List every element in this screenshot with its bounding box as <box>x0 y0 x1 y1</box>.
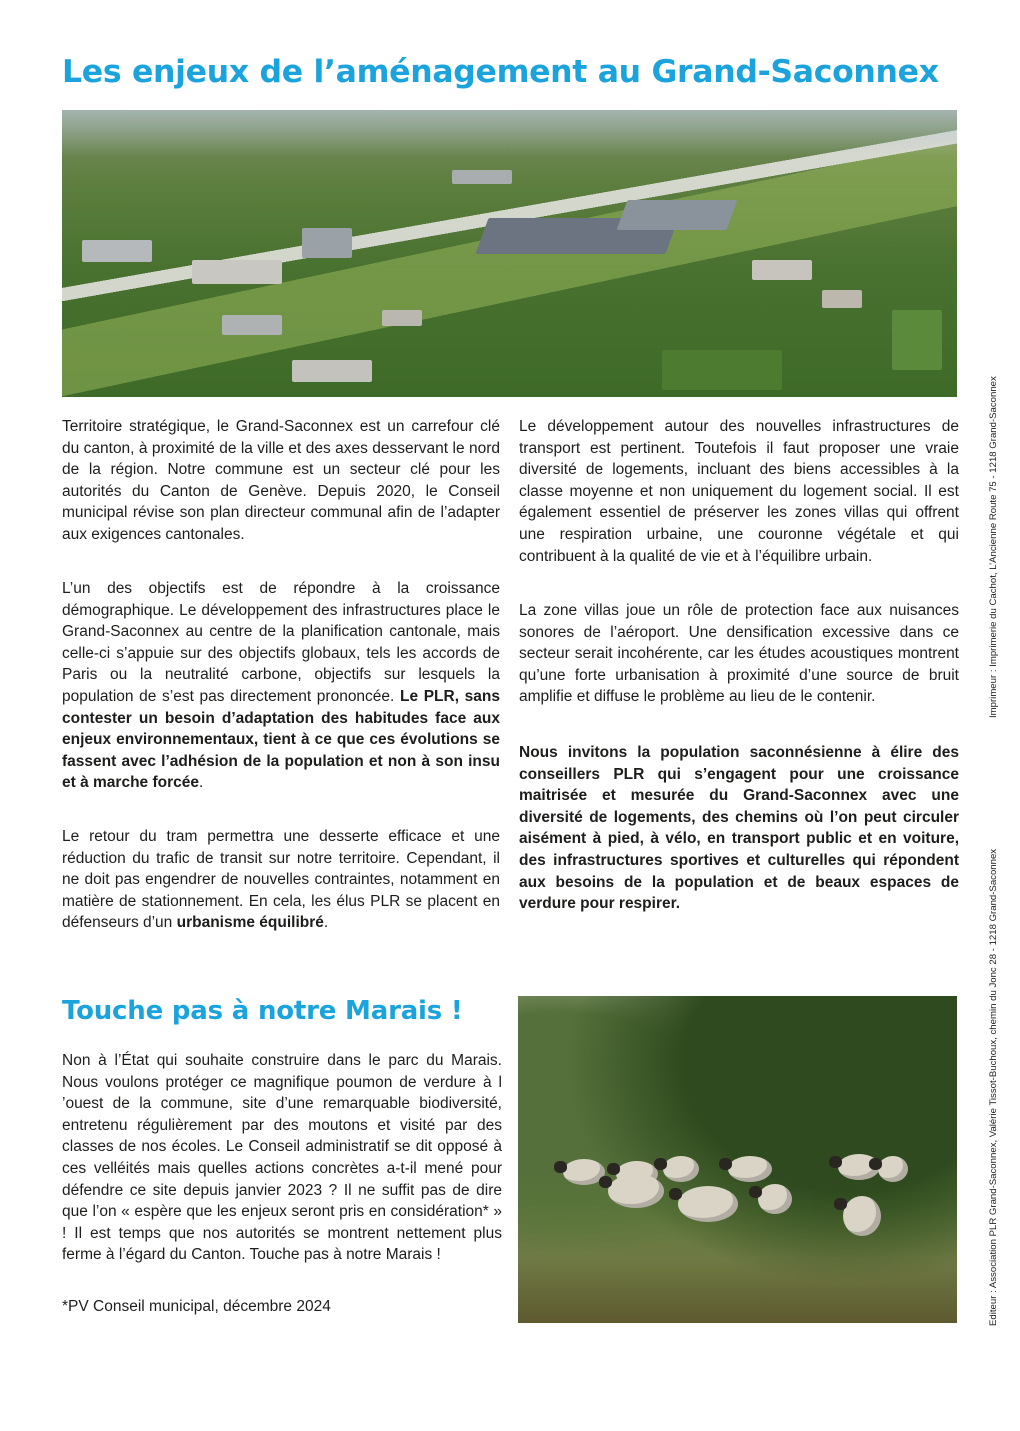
paragraph-villas: La zone villas joue un rôle de protection face aux nuisances sonores de l’aéroport. Une densification excessive dans ce secteur serait incohérente, car les études acoustiques montrent qu’une forte urbanisation à proximité d’une source de bruit amplifie et diffuse le problème au lieu de le contenir. <box>519 602 959 706</box>
section-title-marais: Touche pas à notre Marais ! <box>62 996 463 1026</box>
page-title: Les enjeux de l’aménagement au Grand-Saconnex <box>62 54 939 90</box>
paragraph-objectives: L’un des objectifs est de répondre à la croissance démographique. Le développement des infrastructures place le Grand-Saconnex au centre de la planification cantonale, mais celle-ci s’appuie sur des objectifs globaux, tels les accords de Paris ou la neutralité carbone, objectifs sur lesquels la population de s’est pas directement prononcée. Le PLR, sans contester un besoin d’adaptation des habitudes face aux enjeux environnementaux, tient à ce que ces évolutions se fassent avec l’adhésion de la population et non à son insu et à marche forcée. <box>62 580 500 792</box>
paragraph-call-to-vote: Nous invitons la population saconnésienne à élire des conseillers PLR qui s’engagent pour une croissance maitrisée et mesurée du Grand-Saconnex avec une diversité de logements, des chemins où l’on peut circuler aisément à pied, à vélo, en transport public et en voiture, des infrastructures sportives et culturelles qui répondent aux besoins de la population et de beaux espaces de verdure pour respirer. <box>519 744 959 913</box>
editor-imprint: Editeur : Association PLR Grand-Saconnex, Valérie Tissot-Buchoux, chemin du Jonc 28 - 1218 Grand-Saconnex <box>988 848 999 1326</box>
paragraph-intro: Territoire stratégique, le Grand-Saconnex est un carrefour clé du canton, à proximité de la ville et des axes desservant le nord de la région. Notre commune est un secteur clé pour les autorités du Canton de Genève. Depuis 2020, le Conseil municipal révise son plan directeur communal afin de l’adapter aux exigences cantonales. <box>62 418 500 543</box>
paragraph-infrastructure: Le développement autour des nouvelles infrastructures de transport est pertinent. Toutefois il faut proposer une vraie diversité de logements, incluant des biens accessibles à la classe moyenne et non uniquement du logement social. Il est également essentiel de préserver les zones villas qui offrent une respiration urbaine, une couronne végétale et qui contribuent à la qualité de vie et à l’équilibre urbain. <box>519 418 959 565</box>
footnote: *PV Conseil municipal, décembre 2024 <box>62 1298 331 1315</box>
aerial-photo <box>62 110 957 397</box>
paragraph-tram: Le retour du tram permettra une desserte efficace et une réduction du trafic de transit sur notre territoire. Cependant, il ne doit pas engendrer de nouvelles contraintes, notamment en matière de stationnement. En cela, les élus PLR se placent en défenseurs d’un urbanisme équilibré. <box>62 828 500 932</box>
printer-imprint: Imprimeur : Imprimerie du Cachot, L’Ancienne Route 75 - 1218 Grand-Saconnex <box>988 376 999 718</box>
paragraph-marais: Non à l’État qui souhaite construire dans le parc du Marais. Nous voulons protéger ce magnifique poumon de verdure à l ’ouest de la commune, site d’une remarquable biodiversité, entretenu régulièrement par des moutons et visité par des classes de nos écoles. Le Conseil administratif se dit opposé à ces velléités mais quelles actions concrètes a-t-il mené pour défendre ce site depuis janvier 2023 ? Il ne suffit pas de dire que l’on « espère que les enjeux seront pris en considération* » ! Il est temps que nos autorités se montrent nettement plus ferme à l’égard du Canton. Touche pas à notre Marais ! <box>62 1052 502 1264</box>
sheep-photo <box>518 996 957 1323</box>
